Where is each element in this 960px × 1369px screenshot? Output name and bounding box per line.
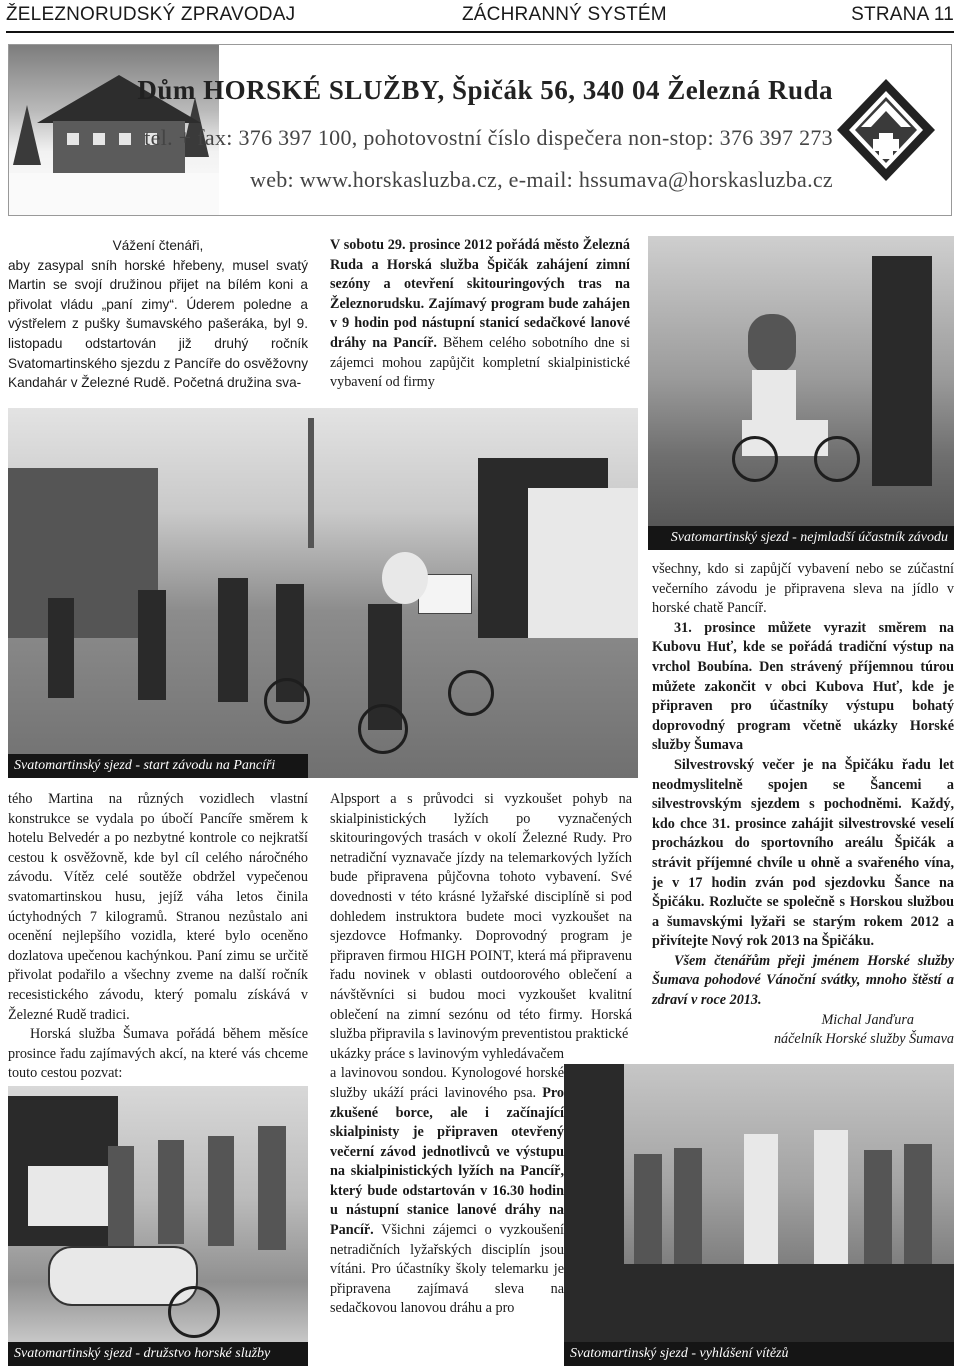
paragraph — [652, 619, 954, 756]
adult-legs — [872, 256, 932, 486]
photo-winners-announcement — [564, 1064, 954, 1366]
paragraph: Alpsport a s průvodci si vyzkoušet pohyb na skialpinistických lyžích po vyznačených skitouringových trasách v okolí Železné Rudy. Pro netradiční vyznavače jízdy na telemarkových lyžích bude připravena půjčovna tohoto vybavení. Své dovednosti v této krásné lyžařské disciplíně si pod dohledem instruktora budete moci vyzkoušet na sjezdovce Hofmanky. Doprovodný program je připraven firmou HIGH POINT, která má připravenu řadu novinek v oblasti outdoorového oblečení a návštěvníci si budou moci vyzkoušet kvalitní oblečení na zimní sezónu od této firmy. Horská služba připravila s lavinovým preventistou praktické — [330, 791, 632, 1043]
paragraph: aby zasypal sníh horské hřebeny, musel svatý Martin se svojí družinou přijet na bílém koni a přivolat vládu „paní zimy“. Úderem poledne a výstřelem z pušky šumavského pašeráka, byl 9. listopadu odstartován již druhý ročník Svatomartinského sjezdu z Pancíře do osvěžovny Kandahár v Železné Rudě. Početná družina sva- — [8, 257, 308, 391]
signature-role-text: náčelník Horské služby Šumava — [773, 1031, 954, 1048]
person-figure — [48, 598, 74, 698]
bold-lead: V sobotu 29. prosince 2012 pořádá město Železná Ruda a Horská služba Špičák zahájení zimní sezóny a otevření skitouringových tras na Železnorudsku. Zajímavý program bude zahájen v 9 hodin pod nástupní stanicí sedačkové lanové dráhy na Pancíř. — [330, 237, 630, 351]
costume-figure — [744, 1134, 778, 1264]
publication-name: ŽELEZNORUDSKÝ ZPRAVODAJ — [6, 4, 296, 25]
greeting: Vážení čtenáři, — [112, 238, 204, 253]
wheel-shape — [814, 436, 860, 482]
paragraph-text: Během celého sobotního dne si zájemci mohou zapůjčit kompletní skialpinistické vybavení od firmy — [330, 334, 630, 391]
person-figure — [674, 1148, 702, 1264]
bold-paragraph: 31. prosince můžete vyrazit směrem na Kubovu Huť, kde se pořádá tradiční výstup na vrchol Boubína. Den strávený příjemnou túrou můžete zakončit v obci Kubova Huť, kde je připraven pro účastníky výstupu bohatý doprovodný program včetně ukázky Horské služby Šumava — [652, 619, 954, 754]
helmet-shape — [748, 314, 796, 374]
signature — [652, 1011, 954, 1031]
photo-caption: Svatomartinský sjezd - vyhlášení vítězů — [564, 1342, 954, 1366]
contact-lines — [137, 45, 833, 215]
transmitter-tower — [308, 418, 314, 548]
banner-web: web: www.horskasluzba.cz, e-mail: hssumava@horskasluzba.cz — [250, 167, 833, 192]
article-column-d — [8, 790, 308, 1084]
paragraph — [330, 236, 630, 393]
paragraph — [652, 756, 954, 952]
costume-figure — [814, 1130, 848, 1264]
building — [528, 488, 638, 638]
page-number: STRANA 11 — [851, 4, 954, 25]
snow-ground — [9, 173, 219, 216]
person-figure — [258, 1126, 286, 1250]
paragraph-text: Všichni zájemci o vyzkoušení netradičních lyžařských disciplín jsou vítáni. Pro účastníky školy telemarku je připravena zajímavá sleva na sedačkovou lanovou dráhu a pro — [330, 1222, 564, 1317]
crowd-foreground — [564, 1264, 954, 1344]
wheel-shape — [358, 704, 408, 754]
wheel-shape — [264, 678, 310, 724]
paragraph — [330, 1045, 564, 1319]
header-rule — [6, 31, 954, 33]
banner-title: Dům HORSKÉ SLUŽBY, Špičák 56, 340 04 Železná Ruda — [137, 75, 833, 105]
article-column-a — [8, 236, 308, 393]
signature-name: Michal Janďura — [821, 1011, 914, 1028]
bold-paragraph: Silvestrovský večer je na Špičáku řadu let neodmyslitelně spojen se Šancemi a silvestrovským sjezdem s pochodněmi. Každý, kdo chce 31. prosince zahájit silvestrovské veselí procházkou do sportovního areálu Špičák a strávit příjemné chvíle u ohně a svařeného vína, je v 17 hodin zván pod sjezdovku Šance na Špičáku. Rozlučte se společně s Horskou službou a šumavskými lyžaři se starým rokem 2012 a přivítejte Nový rok 2013 na Špičáku. — [652, 756, 954, 950]
emblem-icon — [831, 75, 941, 185]
paragraph: všechny, kdo si zapůjčí vybavení nebo se zúčastní večerního závodu je připravena sleva na jídlo v horské chatě Pancíř. — [652, 561, 954, 617]
photo-race-start — [8, 408, 638, 778]
person-figure — [138, 590, 166, 700]
wish-paragraph — [652, 952, 954, 1011]
wheel-shape — [168, 1286, 220, 1338]
running-head — [6, 4, 954, 30]
paragraph: tého Martina na různých vozidlech vlastní konstrukce se vydala po úbočí Pancíře směrem k hotelu Belvedér a po nezbytné kontrole co nejkratší cestou k osvěžovně, kde byl cíl celého náročného závodu. Vítěz celé soutěže obdržel vypečenou svatomartinskou husu, jejíž váha letos činila úctyhodných 7 kilogramů. Stranou nezůstalo ani ocenění nejlepšího vozidla, které bylo oceněno dozlatova upečenou kachýnkou. Paní zimu se určitě přivolat podařilo a všechny zveme na další ročník recesistického závodu, který pomalu získává v Železné Rudě tradici. — [8, 791, 308, 1023]
contact-banner — [8, 44, 952, 216]
article-column-b — [330, 236, 630, 393]
wish-text: Všem čtenářům přeji jménem Horské služby Šumava pohodové Vánoční svátky, mnoho štěstí a zdraví v roce 2013. — [652, 952, 954, 1009]
trees-left — [8, 468, 158, 638]
person-figure — [904, 1144, 932, 1264]
person-figure — [158, 1140, 184, 1244]
wheel-shape — [448, 670, 494, 716]
person-figure — [864, 1150, 892, 1264]
bold-text: Pro zkušené borce, ale i začínající skialpinisty je připraven otevřený večerní závod jednotlivců ve výstupu na skialpinistických lyžích na Pancíř, který bude odstartován v 16.30 hodin u nástupní stanice lanové dráhy na Pancíř. — [330, 1084, 564, 1239]
person-figure — [108, 1146, 134, 1246]
costume-figure — [382, 552, 428, 604]
photo-caption: Svatomartinský sjezd - start závodu na Pancíři — [8, 754, 308, 778]
section-name: ZÁCHRANNÝ SYSTÉM — [462, 4, 667, 25]
person-figure — [218, 578, 248, 702]
mountain-rescue-cross-emblem — [831, 75, 941, 185]
wheel-shape — [732, 436, 778, 482]
paragraph: Horská služba Šumava pořádá během měsíce prosince řadu zajímavých akcí, na které vás chceme touto cestou pozvat: — [8, 1026, 308, 1082]
photo-rescue-team — [8, 1086, 308, 1366]
article-column-c — [652, 560, 954, 1050]
person-figure — [634, 1154, 662, 1264]
photo-youngest-participant — [648, 236, 954, 550]
van — [28, 1166, 108, 1226]
signature-role — [652, 1030, 954, 1050]
photo-caption: Svatomartinský sjezd - nejmladší účastník závodu — [648, 526, 954, 550]
photo-caption: Svatomartinský sjezd - družstvo horské služby — [8, 1342, 308, 1366]
person-figure — [208, 1136, 234, 1246]
banner-phone: tel. + fax: 376 397 100, pohotovostní číslo dispečera non-stop: 376 397 273 — [144, 125, 833, 150]
paragraph-text: ukázky práce s lavinovým vyhledávačem a lavinovou sondou. Kynologové horské služby ukáží práci lavinového psa. — [330, 1045, 565, 1101]
